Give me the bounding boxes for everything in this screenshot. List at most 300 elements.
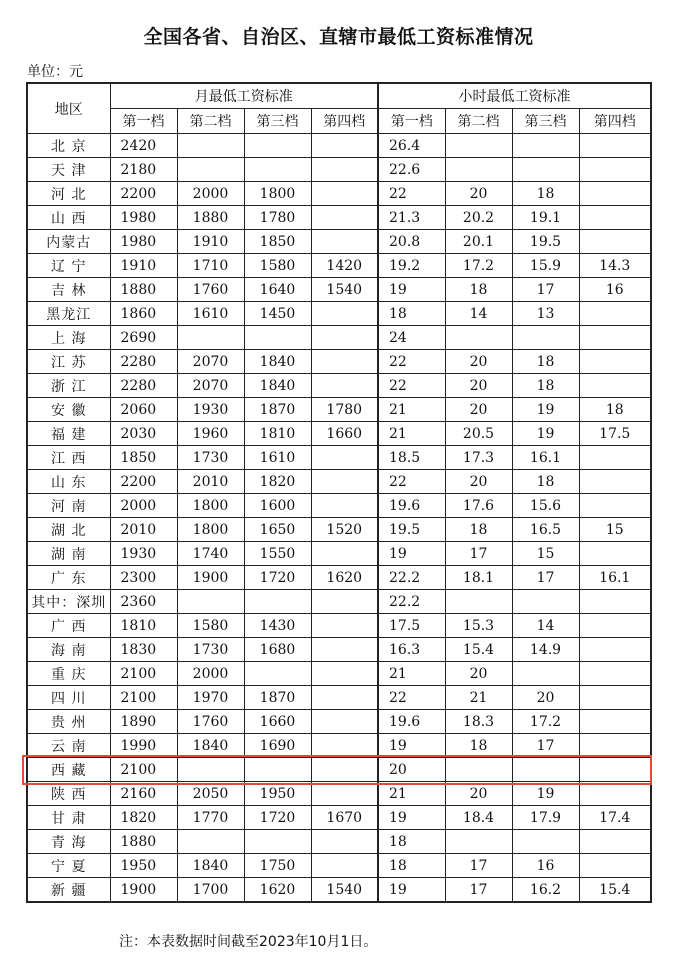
- hourly-value-cell: 21.3: [378, 206, 445, 230]
- hourly-tier-header: 第四档: [579, 109, 651, 134]
- region-cell: 安 徽: [27, 398, 110, 422]
- monthly-value-cell: 2070: [177, 350, 244, 374]
- region-cell: 海 南: [27, 638, 110, 662]
- hourly-value-cell: 19: [512, 782, 579, 806]
- table-row: [27, 854, 651, 878]
- hourly-value-cell: 22: [378, 374, 445, 398]
- monthly-value-cell: [311, 158, 378, 182]
- table-row: [27, 806, 651, 830]
- hourly-value-cell: [579, 782, 651, 806]
- monthly-value-cell: 1880: [110, 278, 177, 302]
- hourly-value-cell: 22.2: [378, 590, 445, 614]
- hourly-value-cell: [579, 734, 651, 758]
- hourly-value-cell: 15.4: [445, 638, 512, 662]
- monthly-value-cell: [311, 494, 378, 518]
- monthly-value-cell: [311, 830, 378, 854]
- hourly-value-cell: 18: [445, 518, 512, 542]
- region-cell: 广 东: [27, 566, 110, 590]
- hourly-value-cell: 26.4: [378, 134, 445, 158]
- monthly-value-cell: [177, 134, 244, 158]
- hourly-value-cell: [579, 854, 651, 878]
- hourly-value-cell: 16.5: [512, 518, 579, 542]
- region-cell: 重 庆: [27, 662, 110, 686]
- monthly-value-cell: 1850: [110, 446, 177, 470]
- monthly-value-cell: 1840: [177, 734, 244, 758]
- monthly-value-cell: 1660: [311, 422, 378, 446]
- hourly-value-cell: 19.6: [378, 710, 445, 734]
- region-cell: 甘 肃: [27, 806, 110, 830]
- hourly-value-cell: [512, 326, 579, 350]
- hourly-value-cell: 19: [378, 542, 445, 566]
- monthly-value-cell: 1800: [177, 494, 244, 518]
- monthly-value-cell: 2050: [177, 782, 244, 806]
- table-row: [27, 158, 651, 182]
- hourly-value-cell: 22: [378, 350, 445, 374]
- monthly-value-cell: [244, 158, 311, 182]
- hourly-value-cell: 17.5: [579, 422, 651, 446]
- region-cell: 吉 林: [27, 278, 110, 302]
- hourly-value-cell: 18: [579, 398, 651, 422]
- monthly-value-cell: 2000: [177, 182, 244, 206]
- monthly-value-cell: 1730: [177, 446, 244, 470]
- monthly-value-cell: [311, 302, 378, 326]
- table-row: [27, 782, 651, 806]
- hourly-value-cell: [579, 158, 651, 182]
- monthly-value-cell: 1520: [311, 518, 378, 542]
- monthly-value-cell: 1740: [177, 542, 244, 566]
- hourly-value-cell: [579, 614, 651, 638]
- monthly-value-cell: 1910: [110, 254, 177, 278]
- monthly-group-header: 月最低工资标准: [110, 83, 378, 109]
- hourly-value-cell: 17.5: [378, 614, 445, 638]
- hourly-value-cell: 20: [445, 398, 512, 422]
- region-cell: 西 藏: [27, 758, 110, 782]
- region-cell: 湖 北: [27, 518, 110, 542]
- hourly-value-cell: 19.1: [512, 206, 579, 230]
- hourly-value-cell: 17: [512, 566, 579, 590]
- hourly-value-cell: 17.9: [512, 806, 579, 830]
- table-row: [27, 542, 651, 566]
- monthly-value-cell: 1730: [177, 638, 244, 662]
- table-row: [27, 758, 651, 782]
- monthly-value-cell: 1890: [110, 710, 177, 734]
- minimum-wage-table: [26, 82, 652, 903]
- hourly-tier-header: 第二档: [445, 109, 512, 134]
- hourly-value-cell: [579, 326, 651, 350]
- table-row: [27, 566, 651, 590]
- monthly-value-cell: 2030: [110, 422, 177, 446]
- monthly-value-cell: 2690: [110, 326, 177, 350]
- monthly-value-cell: [244, 134, 311, 158]
- hourly-value-cell: [512, 134, 579, 158]
- hourly-value-cell: 17: [512, 278, 579, 302]
- monthly-value-cell: [311, 782, 378, 806]
- monthly-value-cell: 2070: [177, 374, 244, 398]
- hourly-value-cell: 15.6: [512, 494, 579, 518]
- monthly-value-cell: 1650: [244, 518, 311, 542]
- monthly-value-cell: 1540: [311, 878, 378, 903]
- monthly-value-cell: [311, 734, 378, 758]
- monthly-value-cell: 1980: [110, 230, 177, 254]
- hourly-value-cell: [579, 182, 651, 206]
- hourly-value-cell: 15: [512, 542, 579, 566]
- hourly-value-cell: [579, 206, 651, 230]
- hourly-value-cell: 18: [378, 854, 445, 878]
- hourly-value-cell: 22: [378, 686, 445, 710]
- region-cell: 辽 宁: [27, 254, 110, 278]
- monthly-value-cell: 1810: [244, 422, 311, 446]
- monthly-value-cell: [177, 758, 244, 782]
- monthly-value-cell: [311, 230, 378, 254]
- monthly-value-cell: 2010: [177, 470, 244, 494]
- hourly-value-cell: [579, 662, 651, 686]
- monthly-value-cell: 1720: [244, 806, 311, 830]
- monthly-value-cell: 1860: [110, 302, 177, 326]
- table-row: [27, 686, 651, 710]
- monthly-value-cell: 1690: [244, 734, 311, 758]
- hourly-value-cell: [579, 470, 651, 494]
- monthly-value-cell: 1760: [177, 710, 244, 734]
- region-cell: 内蒙古: [27, 230, 110, 254]
- table-row: [27, 710, 651, 734]
- hourly-value-cell: 17.2: [512, 710, 579, 734]
- hourly-value-cell: 19: [378, 806, 445, 830]
- monthly-value-cell: 1810: [110, 614, 177, 638]
- table-row: [27, 326, 651, 350]
- hourly-value-cell: [579, 302, 651, 326]
- monthly-value-cell: 2180: [110, 158, 177, 182]
- monthly-value-cell: 1780: [311, 398, 378, 422]
- hourly-value-cell: [579, 710, 651, 734]
- monthly-value-cell: 1780: [244, 206, 311, 230]
- table-row: [27, 830, 651, 854]
- monthly-value-cell: [177, 158, 244, 182]
- monthly-tier-header: 第一档: [110, 109, 177, 134]
- hourly-group-header: 小时最低工资标准: [378, 83, 651, 109]
- monthly-value-cell: 1580: [244, 254, 311, 278]
- hourly-value-cell: 19.5: [512, 230, 579, 254]
- table-row: [27, 638, 651, 662]
- hourly-value-cell: 19.5: [378, 518, 445, 542]
- monthly-value-cell: 1900: [110, 878, 177, 903]
- hourly-value-cell: 19: [378, 878, 445, 903]
- hourly-value-cell: [445, 758, 512, 782]
- table-row: [27, 590, 651, 614]
- table-row: [27, 614, 651, 638]
- monthly-value-cell: 1970: [177, 686, 244, 710]
- monthly-value-cell: [311, 446, 378, 470]
- monthly-value-cell: [177, 590, 244, 614]
- monthly-value-cell: 2300: [110, 566, 177, 590]
- hourly-tier-header: 第三档: [512, 109, 579, 134]
- hourly-value-cell: 18: [512, 350, 579, 374]
- hourly-value-cell: [512, 590, 579, 614]
- monthly-value-cell: 1760: [177, 278, 244, 302]
- region-cell: 江 西: [27, 446, 110, 470]
- hourly-value-cell: 20: [445, 782, 512, 806]
- hourly-value-cell: 16: [579, 278, 651, 302]
- region-cell: 宁 夏: [27, 854, 110, 878]
- monthly-value-cell: 2420: [110, 134, 177, 158]
- region-cell: 陕 西: [27, 782, 110, 806]
- region-cell: 福 建: [27, 422, 110, 446]
- hourly-value-cell: 18: [445, 734, 512, 758]
- hourly-value-cell: 19: [512, 422, 579, 446]
- hourly-value-cell: 17: [445, 542, 512, 566]
- hourly-value-cell: 18: [445, 278, 512, 302]
- monthly-value-cell: 1620: [311, 566, 378, 590]
- monthly-value-cell: 1950: [110, 854, 177, 878]
- region-cell: 云 南: [27, 734, 110, 758]
- monthly-value-cell: 1450: [244, 302, 311, 326]
- monthly-value-cell: 1880: [110, 830, 177, 854]
- hourly-value-cell: 18.3: [445, 710, 512, 734]
- monthly-value-cell: 1770: [177, 806, 244, 830]
- table-row: [27, 254, 651, 278]
- region-cell: 河 北: [27, 182, 110, 206]
- monthly-value-cell: 1950: [244, 782, 311, 806]
- monthly-value-cell: 1880: [177, 206, 244, 230]
- monthly-value-cell: [311, 542, 378, 566]
- hourly-value-cell: 19.2: [378, 254, 445, 278]
- monthly-value-cell: 1990: [110, 734, 177, 758]
- monthly-value-cell: [244, 830, 311, 854]
- monthly-value-cell: 2200: [110, 470, 177, 494]
- region-header: 地区: [27, 83, 110, 134]
- hourly-value-cell: 16: [512, 854, 579, 878]
- hourly-value-cell: 19: [512, 398, 579, 422]
- table-row: [27, 350, 651, 374]
- region-cell: 山 东: [27, 470, 110, 494]
- monthly-value-cell: 2000: [177, 662, 244, 686]
- hourly-value-cell: [445, 326, 512, 350]
- region-cell: 浙 江: [27, 374, 110, 398]
- table-row: [27, 422, 651, 446]
- monthly-value-cell: [244, 662, 311, 686]
- hourly-value-cell: 20: [445, 662, 512, 686]
- monthly-value-cell: [177, 830, 244, 854]
- region-cell: 青 海: [27, 830, 110, 854]
- region-cell: 四 川: [27, 686, 110, 710]
- hourly-value-cell: 18.4: [445, 806, 512, 830]
- region-cell: 黑龙江: [27, 302, 110, 326]
- hourly-value-cell: 20: [445, 470, 512, 494]
- table-row: [27, 230, 651, 254]
- hourly-tier-header: 第一档: [378, 109, 445, 134]
- monthly-value-cell: 1660: [244, 710, 311, 734]
- hourly-value-cell: [445, 590, 512, 614]
- monthly-value-cell: 1710: [177, 254, 244, 278]
- hourly-value-cell: [579, 350, 651, 374]
- hourly-value-cell: 13: [512, 302, 579, 326]
- region-cell: 湖 南: [27, 542, 110, 566]
- unit-label: 单位：元: [27, 64, 83, 80]
- region-cell: 江 苏: [27, 350, 110, 374]
- monthly-value-cell: 1580: [177, 614, 244, 638]
- table-row: [27, 398, 651, 422]
- hourly-value-cell: 17: [512, 734, 579, 758]
- hourly-value-cell: [579, 230, 651, 254]
- region-cell: 贵 州: [27, 710, 110, 734]
- hourly-value-cell: [445, 134, 512, 158]
- monthly-value-cell: 1600: [244, 494, 311, 518]
- monthly-value-cell: 2360: [110, 590, 177, 614]
- hourly-value-cell: 20: [445, 374, 512, 398]
- table-row: [27, 662, 651, 686]
- monthly-value-cell: 2280: [110, 374, 177, 398]
- hourly-value-cell: 18: [512, 374, 579, 398]
- monthly-value-cell: [244, 326, 311, 350]
- monthly-value-cell: [311, 854, 378, 878]
- monthly-value-cell: 1610: [177, 302, 244, 326]
- hourly-value-cell: 15.3: [445, 614, 512, 638]
- region-cell: 广 西: [27, 614, 110, 638]
- table-row: [27, 470, 651, 494]
- monthly-value-cell: 1910: [177, 230, 244, 254]
- monthly-value-cell: [311, 206, 378, 230]
- hourly-value-cell: 21: [378, 662, 445, 686]
- hourly-value-cell: [579, 638, 651, 662]
- monthly-value-cell: 1870: [244, 398, 311, 422]
- hourly-value-cell: 21: [378, 782, 445, 806]
- hourly-value-cell: 15: [579, 518, 651, 542]
- monthly-value-cell: [311, 638, 378, 662]
- monthly-value-cell: 1700: [177, 878, 244, 903]
- hourly-value-cell: [445, 158, 512, 182]
- hourly-value-cell: 18: [378, 830, 445, 854]
- hourly-value-cell: [579, 590, 651, 614]
- monthly-value-cell: [311, 614, 378, 638]
- monthly-tier-header: 第三档: [244, 109, 311, 134]
- monthly-value-cell: [311, 374, 378, 398]
- hourly-value-cell: 14: [512, 614, 579, 638]
- hourly-value-cell: 22.2: [378, 566, 445, 590]
- hourly-value-cell: 24: [378, 326, 445, 350]
- monthly-value-cell: 1820: [110, 806, 177, 830]
- hourly-value-cell: 21: [378, 398, 445, 422]
- hourly-value-cell: 20: [512, 686, 579, 710]
- monthly-value-cell: [311, 350, 378, 374]
- hourly-value-cell: 20.5: [445, 422, 512, 446]
- monthly-value-cell: [311, 590, 378, 614]
- table-row: [27, 134, 651, 158]
- monthly-value-cell: 2000: [110, 494, 177, 518]
- monthly-value-cell: 1750: [244, 854, 311, 878]
- monthly-value-cell: [311, 758, 378, 782]
- monthly-value-cell: [311, 182, 378, 206]
- monthly-value-cell: [311, 686, 378, 710]
- table-row: [27, 734, 651, 758]
- table-row: [27, 374, 651, 398]
- hourly-value-cell: 20.8: [378, 230, 445, 254]
- hourly-value-cell: 14: [445, 302, 512, 326]
- hourly-value-cell: 16.1: [512, 446, 579, 470]
- table-body: [27, 134, 651, 903]
- hourly-value-cell: [512, 158, 579, 182]
- monthly-value-cell: 1960: [177, 422, 244, 446]
- hourly-value-cell: 17: [445, 878, 512, 903]
- hourly-value-cell: 18: [512, 182, 579, 206]
- table-row: [27, 182, 651, 206]
- hourly-value-cell: [579, 374, 651, 398]
- hourly-value-cell: [512, 758, 579, 782]
- hourly-value-cell: 15.9: [512, 254, 579, 278]
- hourly-value-cell: 17.2: [445, 254, 512, 278]
- monthly-tier-header: 第四档: [311, 109, 378, 134]
- hourly-value-cell: 20: [445, 182, 512, 206]
- monthly-value-cell: 1870: [244, 686, 311, 710]
- hourly-value-cell: 16.3: [378, 638, 445, 662]
- region-cell: 天 津: [27, 158, 110, 182]
- monthly-value-cell: 1610: [244, 446, 311, 470]
- monthly-tier-header: 第二档: [177, 109, 244, 134]
- monthly-value-cell: 1980: [110, 206, 177, 230]
- monthly-value-cell: [244, 590, 311, 614]
- monthly-value-cell: 1830: [110, 638, 177, 662]
- table-row: [27, 206, 651, 230]
- table-row: [27, 446, 651, 470]
- table-row: [27, 518, 651, 542]
- monthly-value-cell: [311, 710, 378, 734]
- monthly-value-cell: 1850: [244, 230, 311, 254]
- hourly-value-cell: 18: [512, 470, 579, 494]
- monthly-value-cell: 2280: [110, 350, 177, 374]
- region-cell: 其中：深圳: [27, 590, 110, 614]
- hourly-value-cell: 17.3: [445, 446, 512, 470]
- monthly-value-cell: [311, 662, 378, 686]
- hourly-value-cell: [579, 134, 651, 158]
- page-title: 全国各省、自治区、直辖市最低工资标准情况: [143, 26, 534, 48]
- hourly-value-cell: [579, 542, 651, 566]
- hourly-value-cell: 22: [378, 470, 445, 494]
- hourly-value-cell: [512, 830, 579, 854]
- monthly-value-cell: 1800: [244, 182, 311, 206]
- table-row: [27, 278, 651, 302]
- monthly-value-cell: 1840: [244, 350, 311, 374]
- monthly-value-cell: 2200: [110, 182, 177, 206]
- monthly-value-cell: 1550: [244, 542, 311, 566]
- region-cell: 河 南: [27, 494, 110, 518]
- monthly-value-cell: 2060: [110, 398, 177, 422]
- hourly-value-cell: 20: [378, 758, 445, 782]
- monthly-value-cell: 1680: [244, 638, 311, 662]
- region-cell: 山 西: [27, 206, 110, 230]
- hourly-value-cell: 16.1: [579, 566, 651, 590]
- hourly-value-cell: 20: [445, 350, 512, 374]
- hourly-value-cell: [512, 662, 579, 686]
- monthly-value-cell: 1420: [311, 254, 378, 278]
- monthly-value-cell: 1900: [177, 566, 244, 590]
- hourly-value-cell: 20.2: [445, 206, 512, 230]
- region-cell: 北 京: [27, 134, 110, 158]
- monthly-value-cell: [311, 470, 378, 494]
- monthly-value-cell: 2100: [110, 758, 177, 782]
- hourly-value-cell: [579, 446, 651, 470]
- hourly-value-cell: 19.6: [378, 494, 445, 518]
- hourly-value-cell: [579, 830, 651, 854]
- hourly-value-cell: 19: [378, 734, 445, 758]
- hourly-value-cell: 14.9: [512, 638, 579, 662]
- monthly-value-cell: 2100: [110, 686, 177, 710]
- monthly-value-cell: [311, 326, 378, 350]
- hourly-value-cell: 19: [378, 278, 445, 302]
- table-row: [27, 302, 651, 326]
- monthly-value-cell: 1800: [177, 518, 244, 542]
- monthly-value-cell: 1930: [110, 542, 177, 566]
- hourly-value-cell: 22.6: [378, 158, 445, 182]
- hourly-value-cell: 18.1: [445, 566, 512, 590]
- hourly-value-cell: [579, 686, 651, 710]
